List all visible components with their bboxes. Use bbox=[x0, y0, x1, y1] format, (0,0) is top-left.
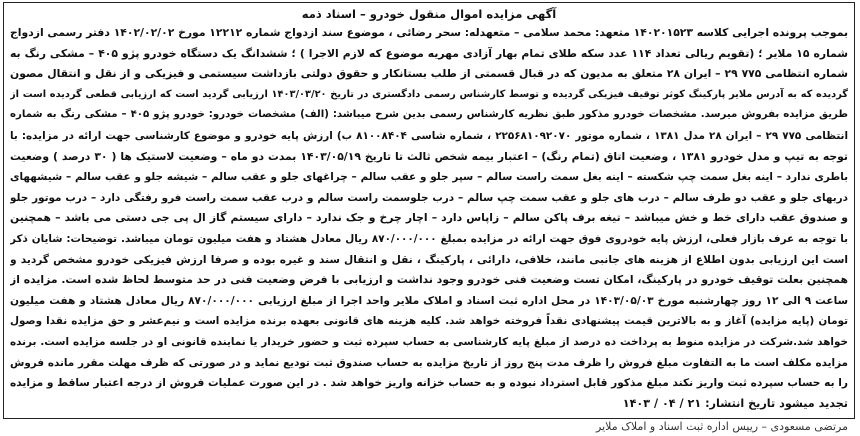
notice-line: توجه به تیپ و مدل خودرو ۱۳۸۱ ، وضعیت اتاق (تمام رنگ) – اعتبار بیمه شخص ثالث تا تاریخ ۱۴۰۳/۰۵/۱۹ بمدت دو ماه – وضعیت لاستیک ها ( ۳۰ درصد ) وضعیت bbox=[10, 149, 848, 163]
notice-line: با توجه به عرف بازار فعلی، ارزش پایه خودروی فوق جهت ارائه در مزایده بمبلغ ۸۷۰/۰۰۰/۰۰۰ ریال معادل هشتاد و هفت میلیون تومان میباشد. توضیحات: شایان ذکر bbox=[10, 232, 848, 245]
notice-line: انتظامی ۷۷۵ ۲۹ – ایران ۲۸ مدل ۱۳۸۱ ، شماره موتور ۲۲۵۶۸۱۰۹۲۰۷۰ ، شماره شاسی ۸۱۰۰۸۴۰۴ ب) ارزش پایه خودرو و موضوع کارشناسی جهت ارائه در مزایده: با bbox=[10, 129, 848, 142]
notice-line: دربهای جلو و عقب دو طرف سالم – درب های جلو و عقب سمت چپ سالم – درب جلوسمت راست سالم و درب عقب سمت راست فرو رفتگی دارد – درب موتور جلو bbox=[10, 191, 848, 204]
notice-line-publish-date: تجدید میشود تاریخ انتشار: ۲۱ / ۰۴ / ۱۴۰۳ bbox=[622, 396, 848, 410]
notice-line: گردیده که به آدرس ملایر پارکینگ کوثر توقیف فیزیکی گردیده و توسط کارشناس رسمی دادگستری در تاریخ ۱۴۰۳/۰۳/۲۰ ارزیابی گردید است که ارزیابی قطعی گردیده است از bbox=[10, 88, 848, 100]
notice-line: شماره انتظامی ۷۷۵ ۲۹ – ایران ۲۸ متعلق به مدیون که در قبال قسمتی از طلب بستانکار و حقوق دولتی بازداشت سیستمی و فیزیکی و از نقل و انتقال مصون bbox=[10, 67, 848, 81]
notice-body bbox=[10, 23, 848, 414]
notice-line: و صندوق عقب دارای خط و خش میباشد – تیغه برف پاکن سالم – زاپاس دارد – اچار چرخ و جک ندارد – دارای سیستم گاز ال پی جی دستی می باشد – همچنین bbox=[10, 211, 848, 225]
notice-line: باطری ندارد – اینه بغل سمت چپ شکسته – اینه بغل سمت راست سالم – سپر جلو و عقب سالم – چراغهای جلو و عقب سالم – شیشه جلو و عقب سالم – شیشههای bbox=[10, 171, 848, 184]
notice-line: ساعت ۹ الی ۱۲ روز چهارشنبه مورخ ۱۴۰۳/۰۵/۰۳ در محل اداره ثبت اسناد و املاک ملایر واحد اجرا از مبلغ ارزیابی ۸۷۰/۰۰۰/۰۰۰ ریال معادل هشتاد و هفت میلیون bbox=[10, 294, 848, 307]
notice-line: طریق مزایده بفروش میرسد. مشخصات خودرو مذکور طبق نظریه کارشناس رسمی بدین شرح میباشد: (الف) مشخصات خودرو: خودرو پژو ۴۰۵ – مشکی رنگ به شماره bbox=[10, 109, 848, 121]
notice-line: بموجب پرونده اجرایی کلاسه ۱۴۰۲۰۱۵۲۳ متعهد: محمد سلامی – متعهدله: سحر رضائی ، موضوع سند ازدواج شماره ۱۲۲۱۲ مورخ ۱۴۰۲/۰۲/۰۲ دفتر رسمی ازدواج bbox=[10, 26, 848, 39]
notice-line: است این ارزیابی بدون اطلاع از هزینه های جانبی مانند، خلافی، دارائی ، پارکینگ ، نقل و انتقال سند و غیره بوده و صرفا ارزش فیزیکی خودرو مشخص گردید و bbox=[10, 253, 848, 266]
notice-line: خواهد شد.شرکت در مزایده منوط به پرداخت ده درصد از مبلغ پایه کارشناسی به حساب سپرده ثبت و حضور خریدار یا نماینده قانونی او در جلسه مزایده است. برنده bbox=[10, 335, 848, 348]
auction-notice bbox=[3, 2, 855, 434]
notice-title: آگهی مزایده اموال منقول خودرو – اسناد ذمه bbox=[301, 7, 557, 21]
notice-line: مزایده مکلف است ما به التفاوت مبلغ فروش را ظرف مدت پنج روز از تاریخ مزایده به حساب صندوق ثبت تودیع نماید و در صورتی که ظرف مهلت مقرر مانده فروش bbox=[10, 356, 848, 369]
notice-line: شماره ۱۵ ملایر ؛ (تقویم ریالی تعداد ۱۱۴ عدد سکه طلای تمام بهار آزادی مهریه موضوع که لازم الاجرا ) ؛ ششدانگ یک دستگاه خودرو پژو ۴۰۵ – مشکی رنگ به bbox=[10, 46, 848, 60]
notice-signature: مرتضی مسعودی – رییس اداره ثبت اسناد و املاک ملایر bbox=[596, 420, 848, 434]
notice-line: را به حساب سپرده ثبت واریز نکند مبلغ مذکور قابل استرداد نبوده و به حساب خزانه واریز خواهد شد . در این صورت عملیات فروش از درجه اعتبار ساقط و مزایده bbox=[10, 377, 848, 390]
notice-line: همچنین بعلت توقیف خودرو در پارکینگ، امکان تست وضعیت فنی خودرو وجود نداشت و ارزیابی با فرض وضعیت فنی در حد متوسط لحاظ شده است. مزایده از bbox=[10, 273, 848, 287]
notice-line: تومان (پایه مزایده) آغاز و به بالاترین قیمت پیشنهادی نقداً فروخته خواهد شد. کلیه هزینه های قانونی بعهده برنده مزایده است و نیم‌عشر و حق مزایده نقدا وصول bbox=[10, 315, 848, 328]
